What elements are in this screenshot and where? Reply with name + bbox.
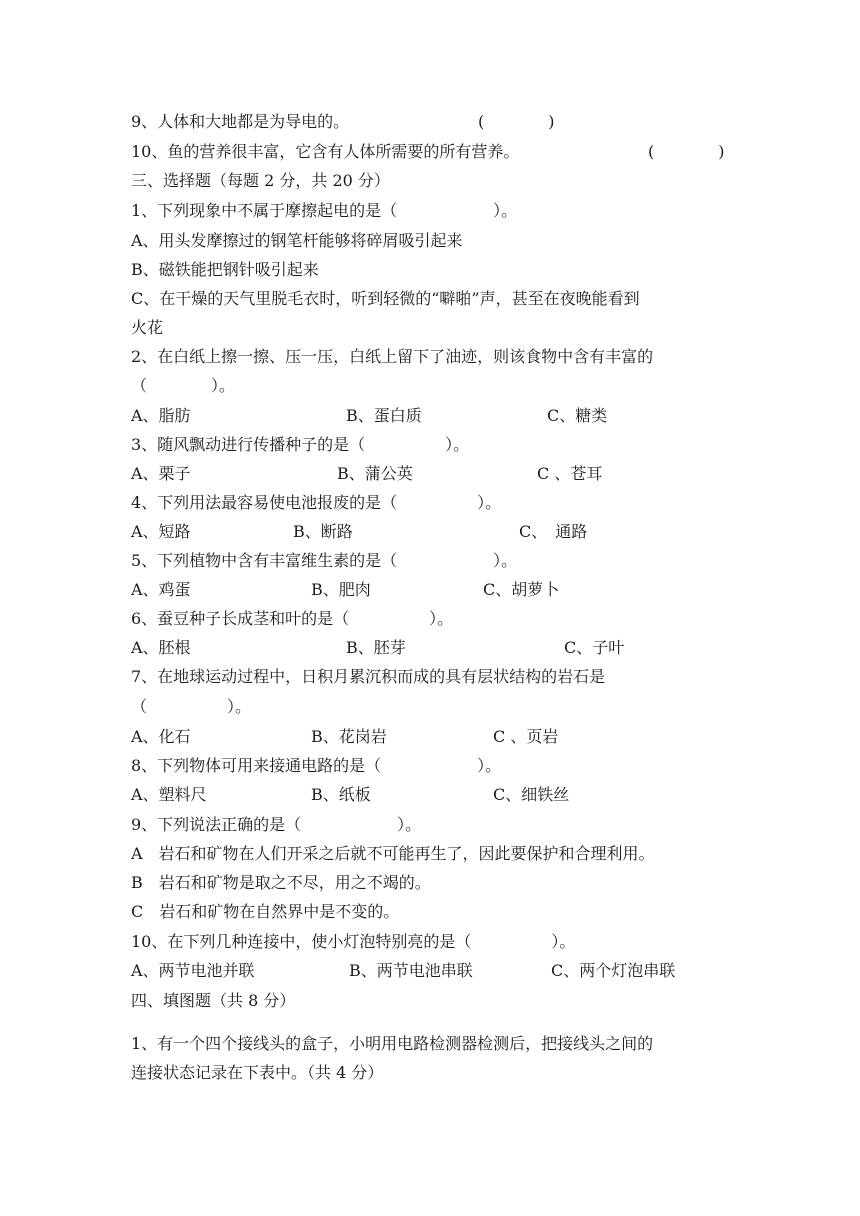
mc-question-3: 3、随风飘动进行传播种子的是（ ）。 <box>131 435 470 454</box>
mc-question-9-option-a: A 岩石和矿物在人们开采之后就不可能再生了，因此要保护和合理利用。 <box>131 844 655 863</box>
mc-question-5-options <box>131 580 751 600</box>
mc-question-10-options <box>131 961 751 981</box>
mc-question-9-option-b: B 岩石和矿物是取之不尽，用之不竭的。 <box>131 873 431 892</box>
mc-question-1-option-c: C、在干燥的天气里脱毛衣时，听到轻微的“噼啪”声，甚至在夜晚能看到 <box>131 289 640 308</box>
tf-answer-blank-9: ( ) <box>478 112 555 131</box>
section-3-heading: 三、选择题（每题 2 分，共 20 分） <box>131 171 390 190</box>
mc-question-7-cont: （ ）。 <box>131 697 252 716</box>
mc-question-2: 2、在白纸上擦一擦、压一压，白纸上留下了油迹，则该食物中含有丰富的 <box>131 347 654 366</box>
mc-question-1-option-b: B、磁铁能把钢针吸引起来 <box>131 260 319 279</box>
option-c: C、两个灯泡串联 <box>551 961 676 980</box>
mc-question-4-options <box>131 522 751 542</box>
fill-question-1-cont: 连接状态记录在下表中。（共 4 分） <box>131 1063 384 1082</box>
mc-question-8: 8、下列物体可用来接通电路的是（ ）。 <box>131 756 502 775</box>
option-a: A、塑料尺 <box>131 785 207 804</box>
option-c: C、子叶 <box>564 638 625 657</box>
mc-question-5: 5、下列植物中含有丰富维生素的是（ ）。 <box>131 551 518 570</box>
option-b: B、肥肉 <box>311 580 371 599</box>
mc-question-2-cont: （ ）。 <box>131 376 236 395</box>
option-a: A、栗子 <box>131 464 191 483</box>
option-b: B、蛋白质 <box>346 406 422 425</box>
mc-question-7: 7、在地球运动过程中，日积月累沉积而成的具有层状结构的岩石是 <box>131 667 606 686</box>
section-4-heading: 四、填图题（共 8 分） <box>131 991 296 1010</box>
mc-question-8-options <box>131 785 751 805</box>
option-c: C 、页岩 <box>493 727 559 746</box>
option-b: B、花岗岩 <box>311 727 387 746</box>
option-a: A、胚根 <box>131 638 191 657</box>
mc-question-7-options <box>131 727 751 747</box>
mc-question-1-option-a: A、用头发摩擦过的钢笔杆能够将碎屑吸引起来 <box>131 231 463 250</box>
option-c: C、胡萝卜 <box>483 580 560 599</box>
option-c: C、细铁丝 <box>493 785 570 804</box>
mc-question-6-options <box>131 638 751 658</box>
mc-question-1: 1、下列现象中不属于摩擦起电的是（ ）。 <box>131 201 518 220</box>
option-a: A、脂肪 <box>131 406 191 425</box>
option-a: A、鸡蛋 <box>131 580 191 599</box>
fill-question-1: 1、有一个四个接线头的盒子，小明用电路检测器检测后，把接线头之间的 <box>131 1034 654 1053</box>
mc-question-10: 10、在下列几种连接中，使小灯泡特别亮的是（ ）。 <box>131 932 576 951</box>
option-c: C、 通路 <box>519 522 588 541</box>
tf-question-9: 9、人体和大地都是为导电的。 <box>131 112 350 131</box>
option-c: C 、苍耳 <box>537 464 603 483</box>
mc-question-4: 4、下列用法最容易使电池报废的是（ ）。 <box>131 493 502 512</box>
option-a: A、化石 <box>131 727 191 746</box>
mc-question-6: 6、蚕豆种子长成茎和叶的是（ ）。 <box>131 609 454 628</box>
option-b: B、胚芽 <box>346 638 406 657</box>
option-b: B、蒲公英 <box>337 464 413 483</box>
mc-question-1-option-c-cont: 火花 <box>131 318 164 337</box>
option-c: C、糖类 <box>547 406 608 425</box>
mc-question-9-option-c: C 岩石和矿物在自然界中是不变的。 <box>131 902 400 921</box>
option-b: B、两节电池串联 <box>349 961 473 980</box>
mc-question-3-options <box>131 464 751 484</box>
option-a: A、短路 <box>131 522 191 541</box>
mc-question-2-options <box>131 406 751 426</box>
option-a: A、两节电池并联 <box>131 961 255 980</box>
option-b: B、断路 <box>293 522 353 541</box>
option-b: B、纸板 <box>311 785 371 804</box>
mc-question-9: 9、下列说法正确的是（ ）。 <box>131 815 422 834</box>
tf-question-10: 10、鱼的营养很丰富，它含有人体所需要的所有营养。 <box>131 142 520 161</box>
tf-answer-blank-10: ( ) <box>648 142 725 161</box>
